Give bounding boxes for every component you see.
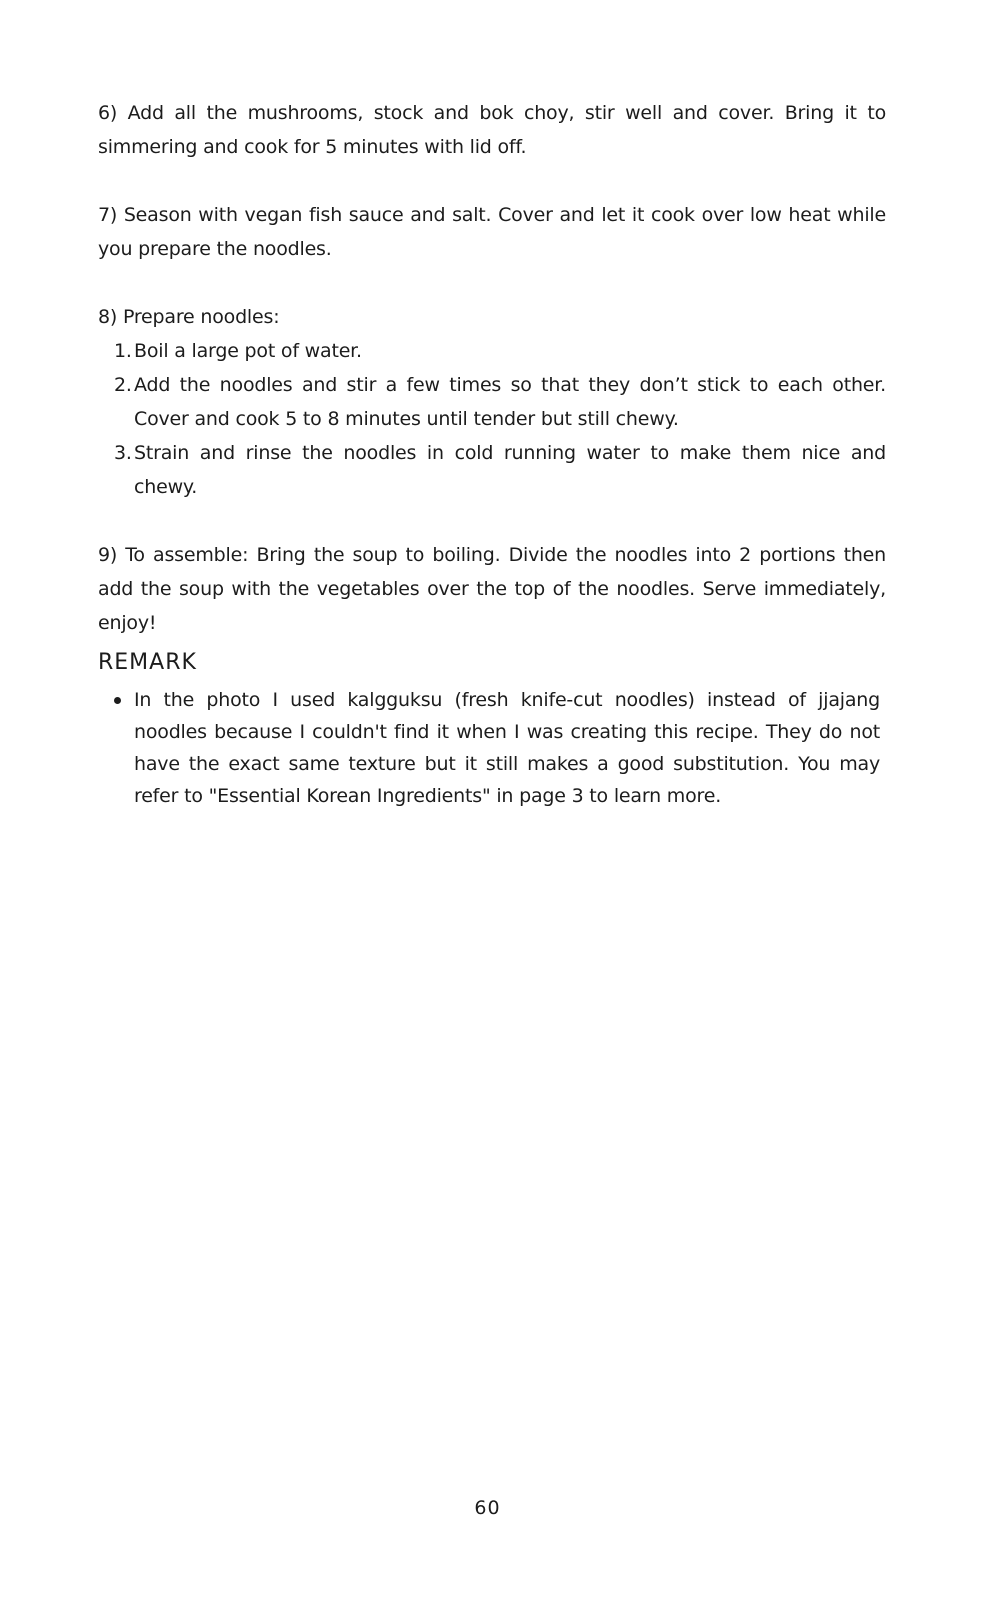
step-7: 7) Season with vegan fish sauce and salt. Cover and let it cook over low heat while you prepare the noodles. — [98, 204, 886, 260]
step-6: 6) Add all the mushrooms, stock and bok choy, stir well and cover. Bring it to simmering and cook for 5 minutes with lid off. — [98, 102, 886, 158]
substep-text: Strain and rinse the noodles in cold running water to make them nice and chewy. — [134, 442, 886, 498]
substep-item — [114, 368, 886, 436]
substep-number: 1. — [114, 340, 132, 362]
substep-item — [114, 334, 886, 368]
substep-number: 2. — [114, 374, 132, 396]
step-9: 9) To assemble: Bring the soup to boiling. Divide the noodles into 2 portions then add the soup with the vegetables over the top of the noodles. Serve immediately, enjoy! — [98, 544, 886, 634]
bullet-icon — [114, 697, 121, 704]
spacer — [98, 266, 886, 300]
step-8-title: 8) Prepare noodles: — [98, 306, 280, 328]
remark-section — [98, 648, 880, 812]
spacer — [98, 164, 886, 198]
substep-text: Boil a large pot of water. — [134, 340, 362, 362]
remark-list — [98, 684, 880, 812]
remark-text: In the photo I used kalgguksu (fresh knife-cut noodles) instead of jjajang noodles because I couldn't find it when I was creating this recipe. They do not have the exact same texture but it still makes a good substitution. You may refer to "Essential Korean Ingredients" in page 3 to learn more. — [134, 689, 880, 807]
spacer — [98, 504, 886, 538]
remark-heading: REMARK — [98, 650, 197, 675]
step-8-substeps — [98, 334, 886, 504]
page-number: 60 — [474, 1497, 501, 1519]
remark-item — [134, 684, 880, 812]
recipe-steps — [98, 96, 886, 640]
substep-number: 3. — [114, 442, 132, 464]
substep-text: Add the noodles and stir a few times so that they don’t stick to each other. Cover and cook 5 to 8 minutes until tender but still chewy. — [134, 374, 886, 430]
substep-item — [114, 436, 886, 504]
